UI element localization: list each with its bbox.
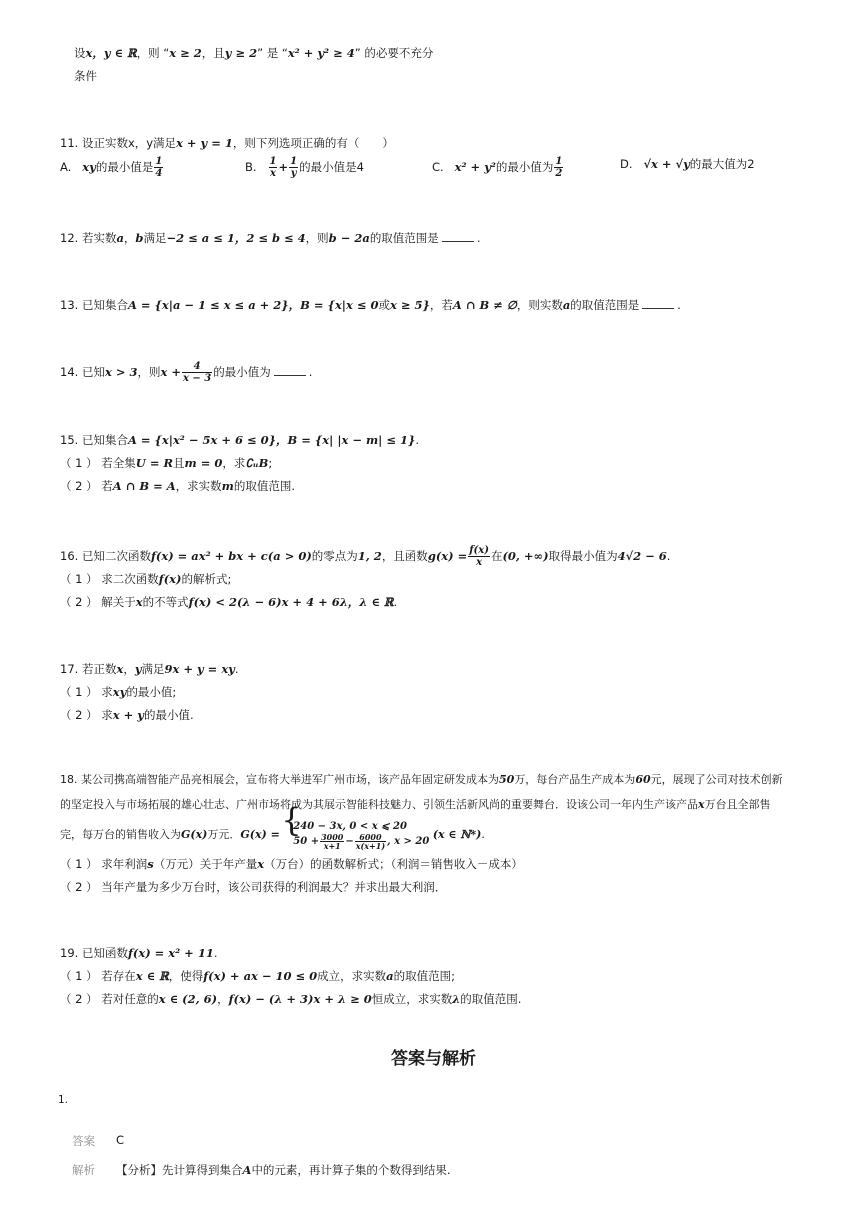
fraction: $\frac{f(x)}{x}$ [469,545,489,568]
question-17-part-2: （ 2 ） 求x + y的最小值. [60,708,194,722]
question-11-options [60,156,840,182]
explanation-text: 【分析】先计算得到集合A中的元素，再计算子集的个数得到结果. [116,1163,451,1177]
question-11-stem: 11. 设正实数x，y满足x + y = 1，则下列选项正确的有（ ） [60,136,394,150]
option-b: B. $\frac{1}{x}$ + $\frac{1}{y}$ 的最小值是4 [245,156,364,179]
question-16-part-1: （ 1 ） 求二次函数f(x)的解析式; [60,572,232,586]
explanation-label: 解析 [72,1163,95,1177]
fraction: $\frac{1}{4}$ [155,156,163,179]
question-16-stem: 16. 已知二次函数f(x) = ax² + bx + c(a > 0)的零点为1, 2，且函数g(x) = $\frac{f(x)}{x}$ 在(0, +∞)取得最小值为4√2 − 6. [60,545,671,568]
question-18-line-1: 18. 某公司携高端智能产品亮相展会，宣布将大举进军广州市场，该产品年固定研发成本为50万，每台产品生产成本为60元，展现了公司对技术创新 [60,773,783,786]
question-19-part-1: （ 1 ） 若存在x ∈ ℝ，使得f(x) + ax − 10 ≤ 0成立，求实数a的取值范围; [60,969,455,983]
question-17-stem: 17. 若正数x，y满足9x + y = xy. [60,662,239,676]
question-19-stem: 19. 已知函数f(x) = x² + 11. [60,946,218,960]
answer-item-number: 1. [58,1094,69,1106]
question-18-line-3: 完，每万台的销售收入为G(x)万元．G(x) = { 240 − 3x, 0 < x ⩽ 20 50 + $\frac{3000}{x+1}$ − $\frac{6000}{x(x+1)}$ , x > 20 (x ∈ ℕ*). [60,820,485,850]
question-18-part-2: （ 2 ） 当年产量为多少万台时，该公司获得的利润最大？并求出最大利润． [60,880,447,894]
question-15-part-1: （ 1 ） 若全集U = R且m = 0，求∁ᵤB; [60,456,273,470]
prev-question-line2: 条件 [74,69,97,83]
answers-section-title: 答案与解析 [391,1049,476,1069]
option-a: A. xy的最小值是 $\frac{1}{4}$ [60,156,163,179]
prev-question-line1: 设x，y ∈ ℝ，则 “x ≥ 2，且y ≥ 2” 是 “x² + y² ≥ 4” 的必要不充分 [74,46,434,60]
piecewise-function: { 240 − 3x, 0 < x ⩽ 20 50 + $\frac{3000}{x+1}$ − $\frac{6000}{x(x+1)}$ , x > 20 [283,820,429,850]
question-12: 12. 若实数a，b满足−2 ≤ a ≤ 1，2 ≤ b ≤ 4，则b − 2a的取值范围是 . [60,231,481,245]
question-16-part-2: （ 2 ） 解关于x的不等式f(x) < 2(λ − 6)x + 4 + 6λ，λ ∈ ℝ. [60,595,398,609]
question-13: 13. 已知集合A = {x|a − 1 ≤ x ≤ a + 2}，B = {x|x ≤ 0或x ≥ 5}，若A ∩ B ≠ ∅，则实数a的取值范围是 . [60,298,681,312]
question-17-part-1: （ 1 ） 求xy的最小值; [60,685,177,699]
answer-blank[interactable] [442,231,474,242]
question-18-part-1: （ 1 ） 求年利润s（万元）关于年产量x（万台）的函数解析式；（利润＝销售收入－成本） [60,857,523,871]
fraction: $\frac{1}{2}$ [555,156,563,179]
answer-value: C [116,1133,125,1147]
answer-blank[interactable] [274,365,306,376]
option-d: D. √x + √y的最大值为2 [620,157,755,171]
question-15-part-2: （ 2 ） 若A ∩ B = A，求实数m的取值范围. [60,479,295,493]
question-19-part-2: （ 2 ） 若对任意的x ∈ (2, 6)，f(x) − (λ + 3)x + λ ≥ 0恒成立，求实数λ的取值范围. [60,992,522,1006]
answer-label: 答案 [72,1134,95,1148]
option-c: C. x² + y²的最小值为 $\frac{1}{2}$ [432,156,563,179]
question-15-stem: 15. 已知集合A = {x|x² − 5x + 6 ≤ 0}，B = {x| |x − m| ≤ 1}. [60,433,420,447]
question-18-line-2: 的坚定投入与市场拓展的雄心壮志、广州市场将成为其展示智能科技魅力、引领生活新风尚的重要舞台．设该公司一年内生产该产品x万台且全部售 [60,798,771,811]
question-14: 14. 已知x > 3，则x + $\frac{4}{x - 3}$ 的最小值为 . [60,361,313,384]
fraction: $\frac{4}{x - 3}$ [182,361,212,384]
fraction: $\frac{1}{x}$ [269,156,277,179]
answer-blank[interactable] [642,298,674,309]
fraction: $\frac{1}{y}$ [290,156,298,179]
